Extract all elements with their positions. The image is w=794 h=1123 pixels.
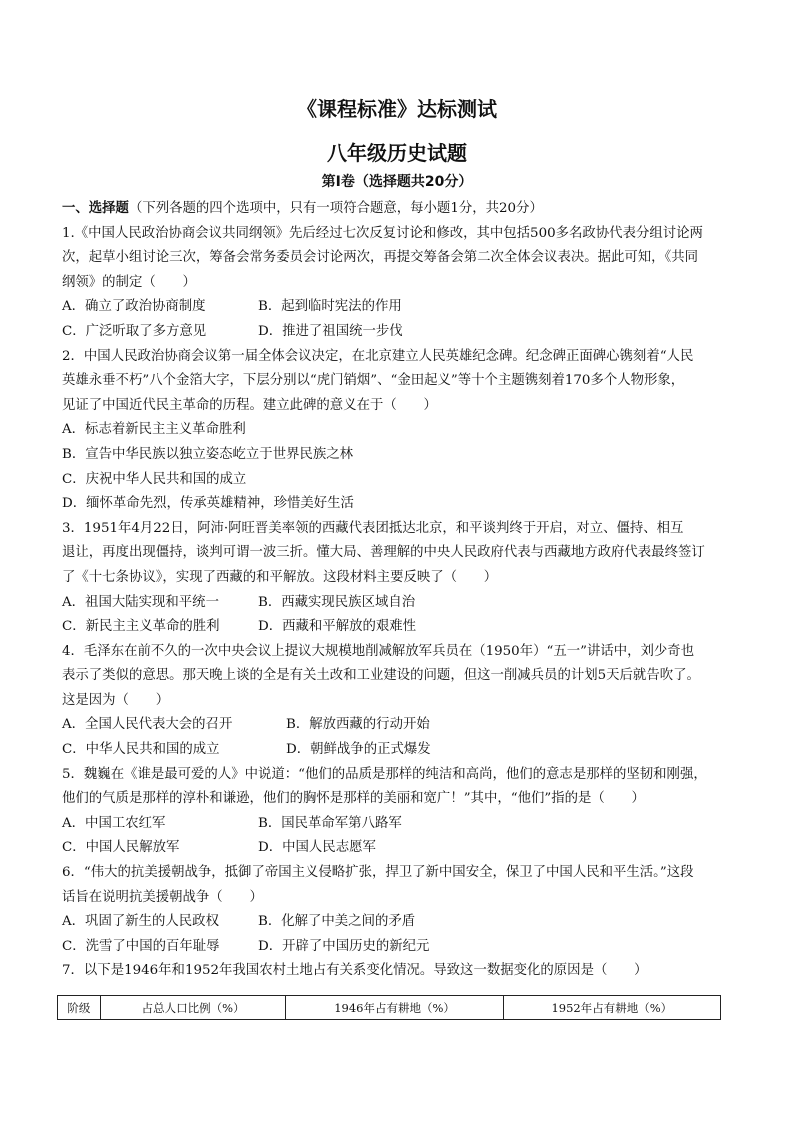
question-stem-line: 1.《中国人民政治协商会议共同纲领》先后经过七次反复讨论和修改，其中包括500多名政协代表分组讨论两: [62, 225, 703, 241]
question-stem-line: 纲领》的制定（ ）: [62, 274, 196, 290]
option-row: [62, 320, 734, 345]
option-d[interactable]: D．推进了祖国统一步伐: [258, 323, 403, 339]
question-6: [62, 861, 734, 959]
exam-title: 《课程标准》达标测试: [297, 97, 497, 121]
option-c[interactable]: C．中国人民解放军: [62, 840, 180, 856]
question-stem-line: 次，起草小组讨论三次，筹备会常务委员会讨论两次，再提交筹备会第二次全体会议表决。据此可知，《共同: [62, 250, 699, 266]
option-b[interactable]: B．化解了中美之间的矛盾: [258, 914, 416, 930]
question-stem-line: 他们的气质是那样的淳朴和谦逊，他们的胸怀是那样的美丽和宽广！”其中，“他们”指的是（ ）: [62, 791, 645, 807]
question-stem-line: 2．中国人民政治协商会议第一届全体会议决定，在北京建立人民英雄纪念碑。纪念碑正面碑心镌刻着“人民: [62, 348, 694, 364]
option-d[interactable]: D．开辟了中国历史的新纪元: [258, 938, 430, 954]
option-row: [62, 713, 734, 738]
question-stem-line: 5．魏巍在《谁是最可爱的人》中说道：“他们的品质是那样的纯洁和高尚，他们的意志是那样的坚韧和刚强，: [62, 766, 707, 782]
land-ownership-table: [57, 995, 721, 1020]
option-d[interactable]: D．朝鲜战争的正式爆发: [286, 742, 431, 758]
option-a[interactable]: A．巩固了新生的人民政权: [62, 914, 219, 930]
question-5: [62, 763, 734, 861]
question-stem-line: 见证了中国近代民主革命的历程。建立此碑的意义在于（ ）: [62, 397, 437, 413]
option-b[interactable]: B．西藏实现民族区域自治: [258, 594, 416, 610]
question-stem-line: 了《十七条协议》，实现了西藏的和平解放。这段材料主要反映了（ ）: [62, 569, 498, 585]
exam-part: 第Ⅰ卷（选择题共20分）: [321, 174, 473, 190]
question-stem-line: 6．“伟大的抗美援朝战争，抵御了帝国主义侵略扩张，捍卫了新中国安全，保卫了中国人民和平生活。”这段: [62, 865, 694, 881]
table-header-cell: 1946年占有耕地（%）: [286, 996, 503, 1020]
question-4: [62, 640, 734, 763]
option-a[interactable]: A．确立了政治协商制度: [62, 299, 206, 315]
option-row: [62, 591, 734, 616]
option-row: [62, 812, 734, 837]
question-stem-line: 退让，再度出现僵持，谈判可谓一波三折。懂大局、善理解的中央人民政府代表与西藏地方政府代表最终签订: [62, 545, 705, 561]
option-a[interactable]: A．中国工农红军: [62, 815, 166, 831]
option-c[interactable]: C．庆祝中华人民共和国的成立: [62, 471, 247, 487]
option-b[interactable]: B．宣告中华民族以独立姿态屹立于世界民族之林: [62, 446, 354, 462]
question-list: [62, 197, 734, 984]
exam-subject: 八年级历史试题: [327, 141, 467, 165]
option-c[interactable]: C．广泛听取了多方意见: [62, 323, 207, 339]
question-stem-line: 话旨在说明抗美援朝战争（ ）: [62, 889, 263, 905]
question-stem-line: 表示了类似的意思。那天晚上谈的全是有关土改和工业建设的问题，但这一削减兵员的计划5天后就告吹了。: [62, 668, 700, 684]
question-stem-line: 7．以下是1946年和1952年我国农村土地占有关系变化情况。导致这一数据变化的原因是（ ）: [62, 963, 648, 979]
option-row: [62, 836, 734, 861]
option-a[interactable]: A．全国人民代表大会的召开: [62, 717, 233, 733]
section-instruction: （下列各题的四个选项中，只有一项符合题意，每小题1分，共20分）: [128, 201, 543, 216]
option-b[interactable]: B．起到临时宪法的作用: [258, 299, 402, 315]
question-1: [62, 222, 734, 345]
option-d[interactable]: D．中国人民志愿军: [258, 840, 376, 856]
option-row: [62, 295, 734, 320]
table-header-cell: 阶级: [58, 996, 101, 1020]
option-row: [62, 738, 734, 763]
table-header-cell: 占总人口比例（%）: [100, 996, 286, 1020]
option-d[interactable]: D．西藏和平解放的艰难性: [258, 619, 417, 635]
question-7: [62, 959, 734, 984]
option-row: [62, 615, 734, 640]
option-d[interactable]: D．缅怀革命先烈，传承英雄精神，珍惜美好生活: [62, 496, 354, 512]
question-stem-line: 英雄永垂不朽”八个金箔大字，下层分别以“虎门销烟”、“金田起义”等十个主题镌刻着170多个人物形象，: [62, 373, 685, 389]
section-header: [62, 197, 734, 222]
question-3: [62, 517, 734, 640]
option-row: [62, 935, 734, 960]
option-c[interactable]: C．新民主主义革命的胜利: [62, 619, 220, 635]
option-a[interactable]: A．标志着新民主主义革命胜利: [62, 422, 246, 438]
question-stem-line: 3．1951年4月22日，阿沛·阿旺晋美率领的西藏代表团抵达北京，和平谈判终于开启，对立、僵持、相互: [62, 520, 684, 536]
question-stem-line: 这是因为（ ）: [62, 692, 170, 708]
table-header-cell: 1952年占有耕地（%）: [503, 996, 720, 1020]
option-b[interactable]: B．国民革命军第八路军: [258, 815, 402, 831]
table-header-row: [58, 996, 721, 1020]
question-2: [62, 345, 734, 517]
option-c[interactable]: C．洗雪了中国的百年耻辱: [62, 938, 220, 954]
option-c[interactable]: C．中华人民共和国的成立: [62, 742, 220, 758]
question-stem-line: 4．毛泽东在前不久的一次中央会议上提议大规模地削减解放军兵员在（1950年）“五一”讲话中，刘少奇也: [62, 643, 695, 659]
option-a[interactable]: A．祖国大陆实现和平统一: [62, 594, 219, 610]
option-row: [62, 910, 734, 935]
option-b[interactable]: B．解放西藏的行动开始: [286, 717, 430, 733]
section-heading: 一、选择题: [62, 201, 129, 216]
